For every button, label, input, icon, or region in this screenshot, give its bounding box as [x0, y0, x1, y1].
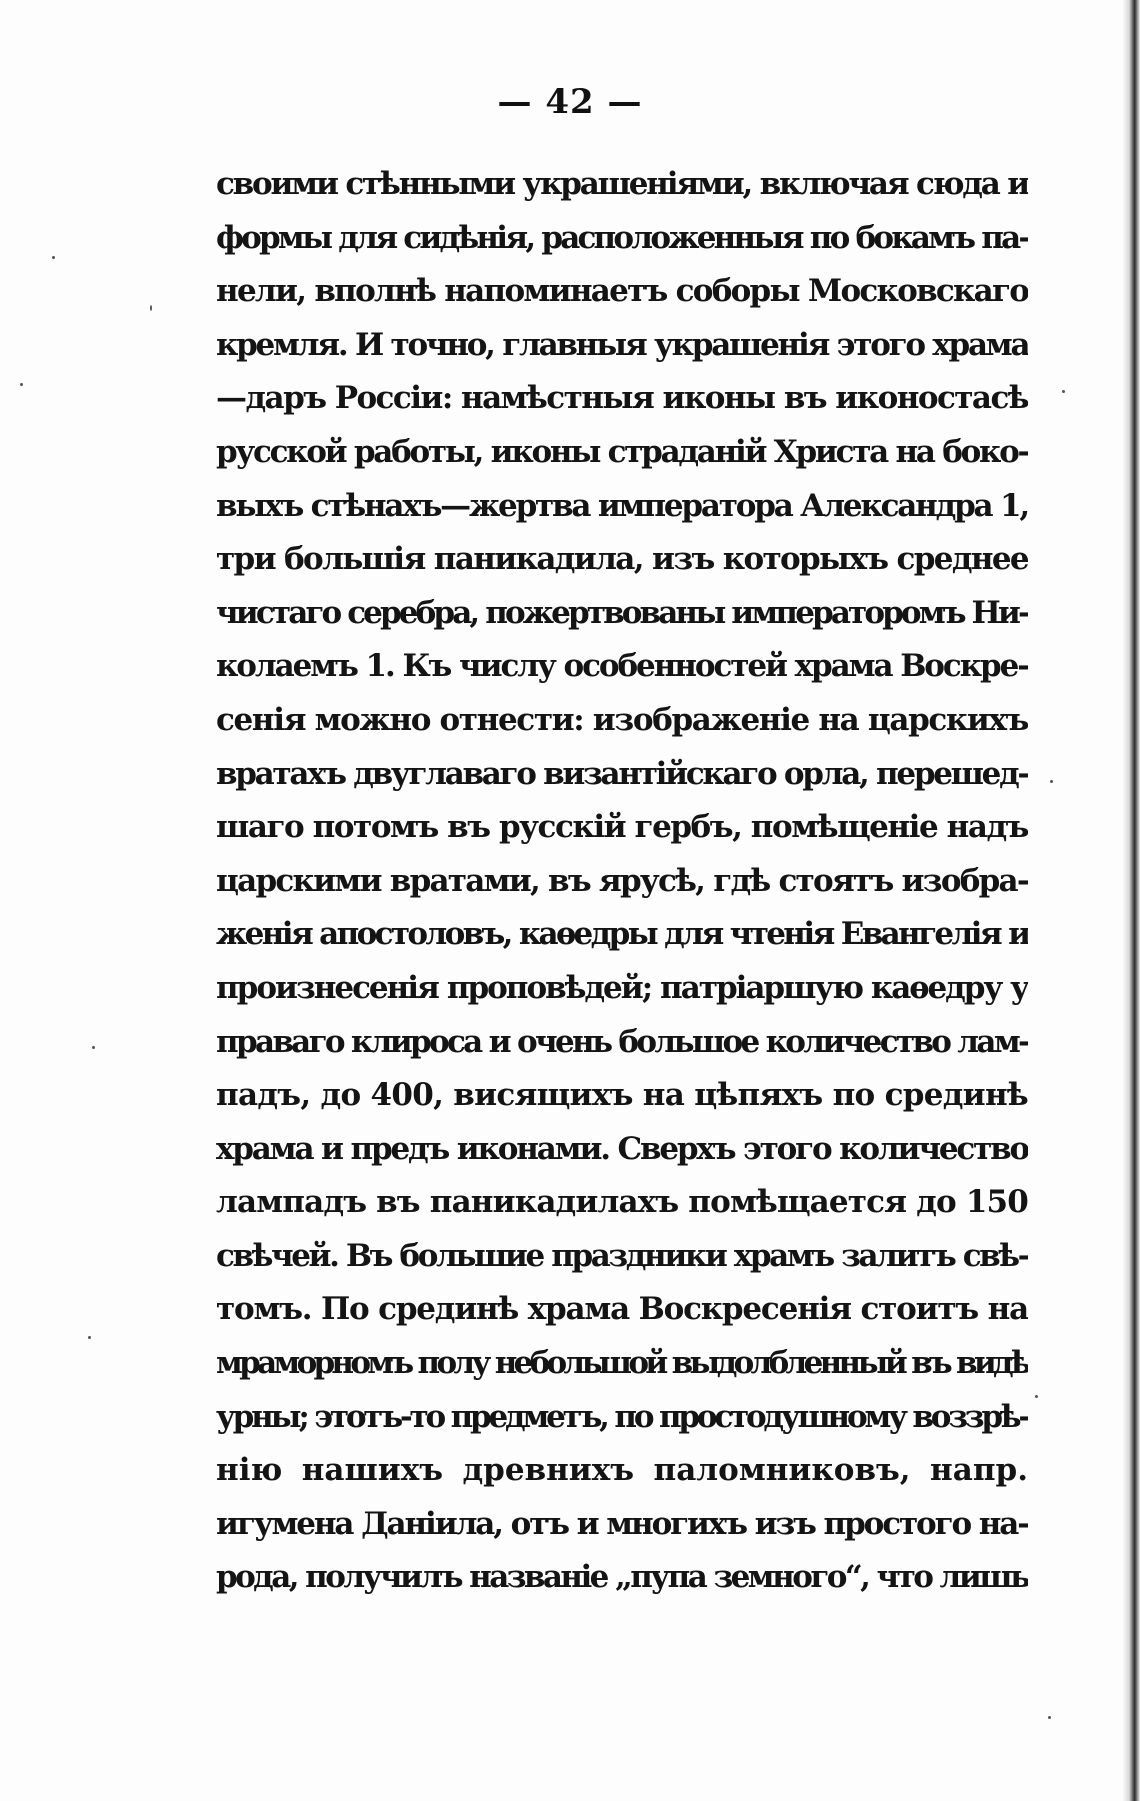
text-line: вратахъ двуглаваго византійскаго орла, перешед-: [216, 755, 1028, 792]
text-line: томъ. По срединѣ храма Воскресенія стоитъ на: [216, 1291, 1028, 1328]
text-line: три большія паникадила, изъ которыхъ среднее: [216, 541, 1028, 578]
text-line: лампадъ въ паникадилахъ помѣщается до 150: [216, 1184, 1028, 1221]
text-line: урны; этотъ-то предметъ, по простодушному воззрѣ-: [216, 1398, 1028, 1435]
text-line: праваго клироса и очень большое количество лам-: [216, 1023, 1028, 1060]
text-line: формы для сидѣнія, расположенныя по бокамъ па-: [216, 219, 1028, 256]
text-line: храма и предъ иконами. Сверхъ этого количество: [216, 1130, 1028, 1167]
scan-speck: [20, 383, 23, 386]
text-line: игумена Даніила, отъ и многихъ изъ простого на-: [216, 1505, 1028, 1542]
text-line: чистаго серебра, пожертвованы императоромъ Ни-: [216, 594, 1028, 631]
scan-speck: [1048, 1716, 1051, 1719]
text-line: кремля. И точно, главныя украшенія этого храма: [216, 326, 1028, 363]
text-line: нели, вполнѣ напоминаетъ соборы Московскаго: [216, 273, 1028, 310]
text-line: царскими вратами, въ ярусѣ, гдѣ стоятъ изобра-: [216, 862, 1028, 899]
text-line: рода, получилъ названіе „пупа земного“, что лишь: [216, 1559, 1028, 1596]
scan-speck: [52, 256, 55, 259]
text-line: нію нашихъ древнихъ паломниковъ, напр.: [216, 1452, 1028, 1489]
body-text: [216, 158, 1028, 1605]
text-line: —даръ Россіи: намѣстныя иконы въ иконостасѣ: [216, 380, 1028, 417]
scan-speck: [1062, 390, 1065, 393]
text-line: сенія можно отнести: изображеніе на царскихъ: [216, 701, 1028, 738]
text-line: своими стѣнными украшеніями, включая сюда и: [216, 166, 1028, 202]
scan-speck: [1050, 780, 1053, 783]
page-edge-shadow: [1122, 0, 1140, 1801]
scan-speck: [92, 1046, 95, 1049]
scan-speck: [1035, 1395, 1038, 1398]
text-line: произнесенія проповѣдей; патріаршую каѳедру у: [216, 969, 1028, 1006]
text-line: падъ, до 400, висящихъ на цѣпяхъ по срединѣ: [216, 1077, 1028, 1114]
text-line: свѣчей. Въ большие праздники храмъ залитъ свѣ-: [216, 1237, 1028, 1274]
scan-speck: [88, 1336, 91, 1339]
scan-speck: [150, 305, 152, 311]
text-line: колаемъ 1. Къ числу особенностей храма Воскре-: [216, 648, 1028, 685]
text-line: русской работы, иконы страданій Христа на боко-: [216, 433, 1028, 470]
text-line: мраморномъ полу небольшой выдолбленный въ видѣ: [216, 1345, 1028, 1382]
page-number: — 42 —: [497, 82, 643, 122]
text-line: выхъ стѣнахъ—жертва императора Александра 1,: [216, 487, 1028, 524]
text-line: женія апостоловъ, каѳедры для чтенія Евангелія и: [216, 916, 1028, 953]
text-line: шаго потомъ въ русскій гербъ, помѣщеніе надъ: [216, 809, 1028, 846]
